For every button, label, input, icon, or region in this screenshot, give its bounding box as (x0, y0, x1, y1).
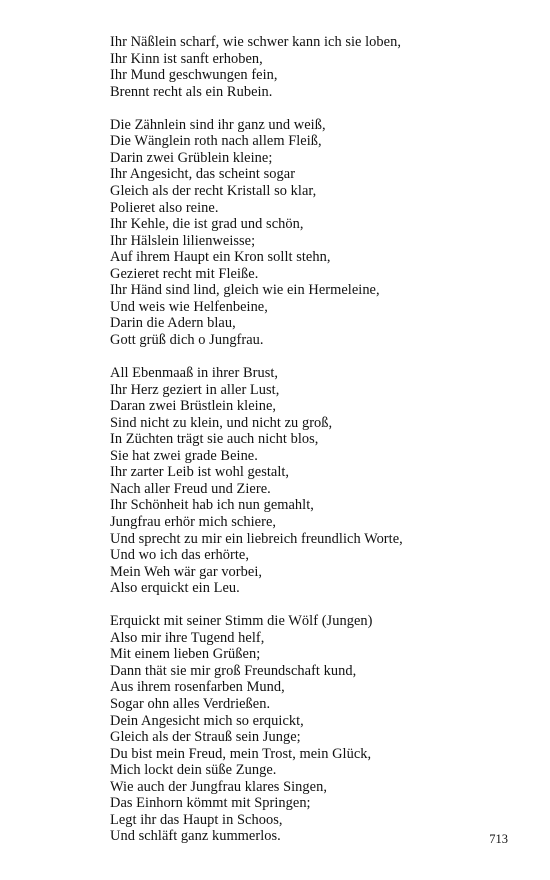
poem-line: In Züchten trägt sie auch nicht blos, (110, 431, 319, 448)
poem-line: Erquickt mit seiner Stimm die Wölf (Jungen) (110, 613, 373, 630)
poem-line: Und sprecht zu mir ein liebreich freundlich Worte, (110, 530, 403, 547)
poem-line: Sind nicht zu klein, und nicht zu groß, (110, 414, 333, 431)
poem-line: Sie hat zwei grade Beine. (110, 447, 258, 464)
poem-line: Und schläft ganz kummerlos. (110, 828, 281, 845)
stanza (110, 117, 530, 349)
poem-line: Gott grüß dich o Jungfrau. (110, 331, 264, 348)
stanza (110, 613, 530, 845)
poem-line: Daran zwei Brüstlein kleine, (110, 398, 277, 415)
page-number: 713 (489, 832, 508, 846)
poem-line: Du bist mein Freud, mein Trost, mein Glück, (110, 745, 372, 762)
poem-line: Mein Weh wär gar vorbei, (110, 563, 263, 580)
poem-line: Und weis wie Helfenbeine, (110, 298, 268, 315)
poem-line: Die Zähnlein sind ihr ganz und weiß, (110, 116, 326, 133)
poem-line: Nach aller Freud und Ziere. (110, 480, 271, 497)
poem-line: Darin zwei Grüblein kleine; (110, 149, 273, 166)
poem-line: Ihr Angesicht, das scheint sogar (110, 166, 296, 183)
poem-line: Gleich als der Strauß sein Junge; (110, 729, 301, 746)
poem-line: Darin die Adern blau, (110, 315, 236, 332)
poem-line: Ihr Kinn ist sanft erhoben, (110, 50, 263, 67)
poem-body (110, 34, 530, 862)
poem-line: Sogar ohn alles Verdrießen. (110, 696, 271, 713)
poem-line: Jungfrau erhör mich schiere, (110, 513, 277, 530)
poem-line: Ihr Näßlein scharf, wie schwer kann ich sie loben, (110, 34, 402, 50)
poem-line: Ihr Mund geschwungen fein, (110, 67, 278, 84)
poem-line: Mit einem lieben Grüßen; (110, 646, 261, 663)
poem-line: Also erquickt ein Leu. (110, 580, 240, 597)
poem-line: Legt ihr das Haupt in Schoos, (110, 811, 283, 828)
poem-line: Brennt recht als ein Rubein. (110, 83, 273, 100)
poem-line: Polieret also reine. (110, 199, 219, 216)
poem-line: Gezieret recht mit Fleiße. (110, 265, 259, 282)
poem-line: Dann thät sie mir groß Freundschaft kund, (110, 662, 357, 679)
poem-line: Ihr Händ sind lind, gleich wie ein Hermeleine, (110, 282, 380, 299)
poem-line: Dein Angesicht mich so erquickt, (110, 712, 304, 729)
poem-line: Ihr Kehle, die ist grad und schön, (110, 216, 304, 233)
poem-line: Ihr Schönheit hab ich nun gemahlt, (110, 497, 314, 514)
stanza (110, 34, 530, 100)
poem-line: Wie auch der Jungfrau klares Singen, (110, 778, 328, 795)
stanza (110, 365, 530, 597)
poem-line: All Ebenmaaß in ihrer Brust, (110, 365, 279, 382)
poem-line: Die Wänglein roth nach allem Fleiß, (110, 133, 322, 150)
poem-line: Ihr Hälslein lilienweisse; (110, 232, 256, 249)
poem-line: Ihr zarter Leib ist wohl gestalt, (110, 464, 290, 481)
poem-line: Aus ihrem rosenfarben Mund, (110, 679, 285, 696)
poem-line: Ihr Herz geziert in aller Lust, (110, 381, 280, 398)
poem-line: Also mir ihre Tugend helf, (110, 629, 265, 646)
poem-line: Und wo ich das erhörte, (110, 547, 250, 564)
poem-line: Mich lockt dein süße Zunge. (110, 762, 277, 779)
poem-line: Das Einhorn kömmt mit Springen; (110, 795, 311, 812)
poem-line: Auf ihrem Haupt ein Kron sollt stehn, (110, 249, 331, 266)
poem-line: Gleich als der recht Kristall so klar, (110, 182, 317, 199)
